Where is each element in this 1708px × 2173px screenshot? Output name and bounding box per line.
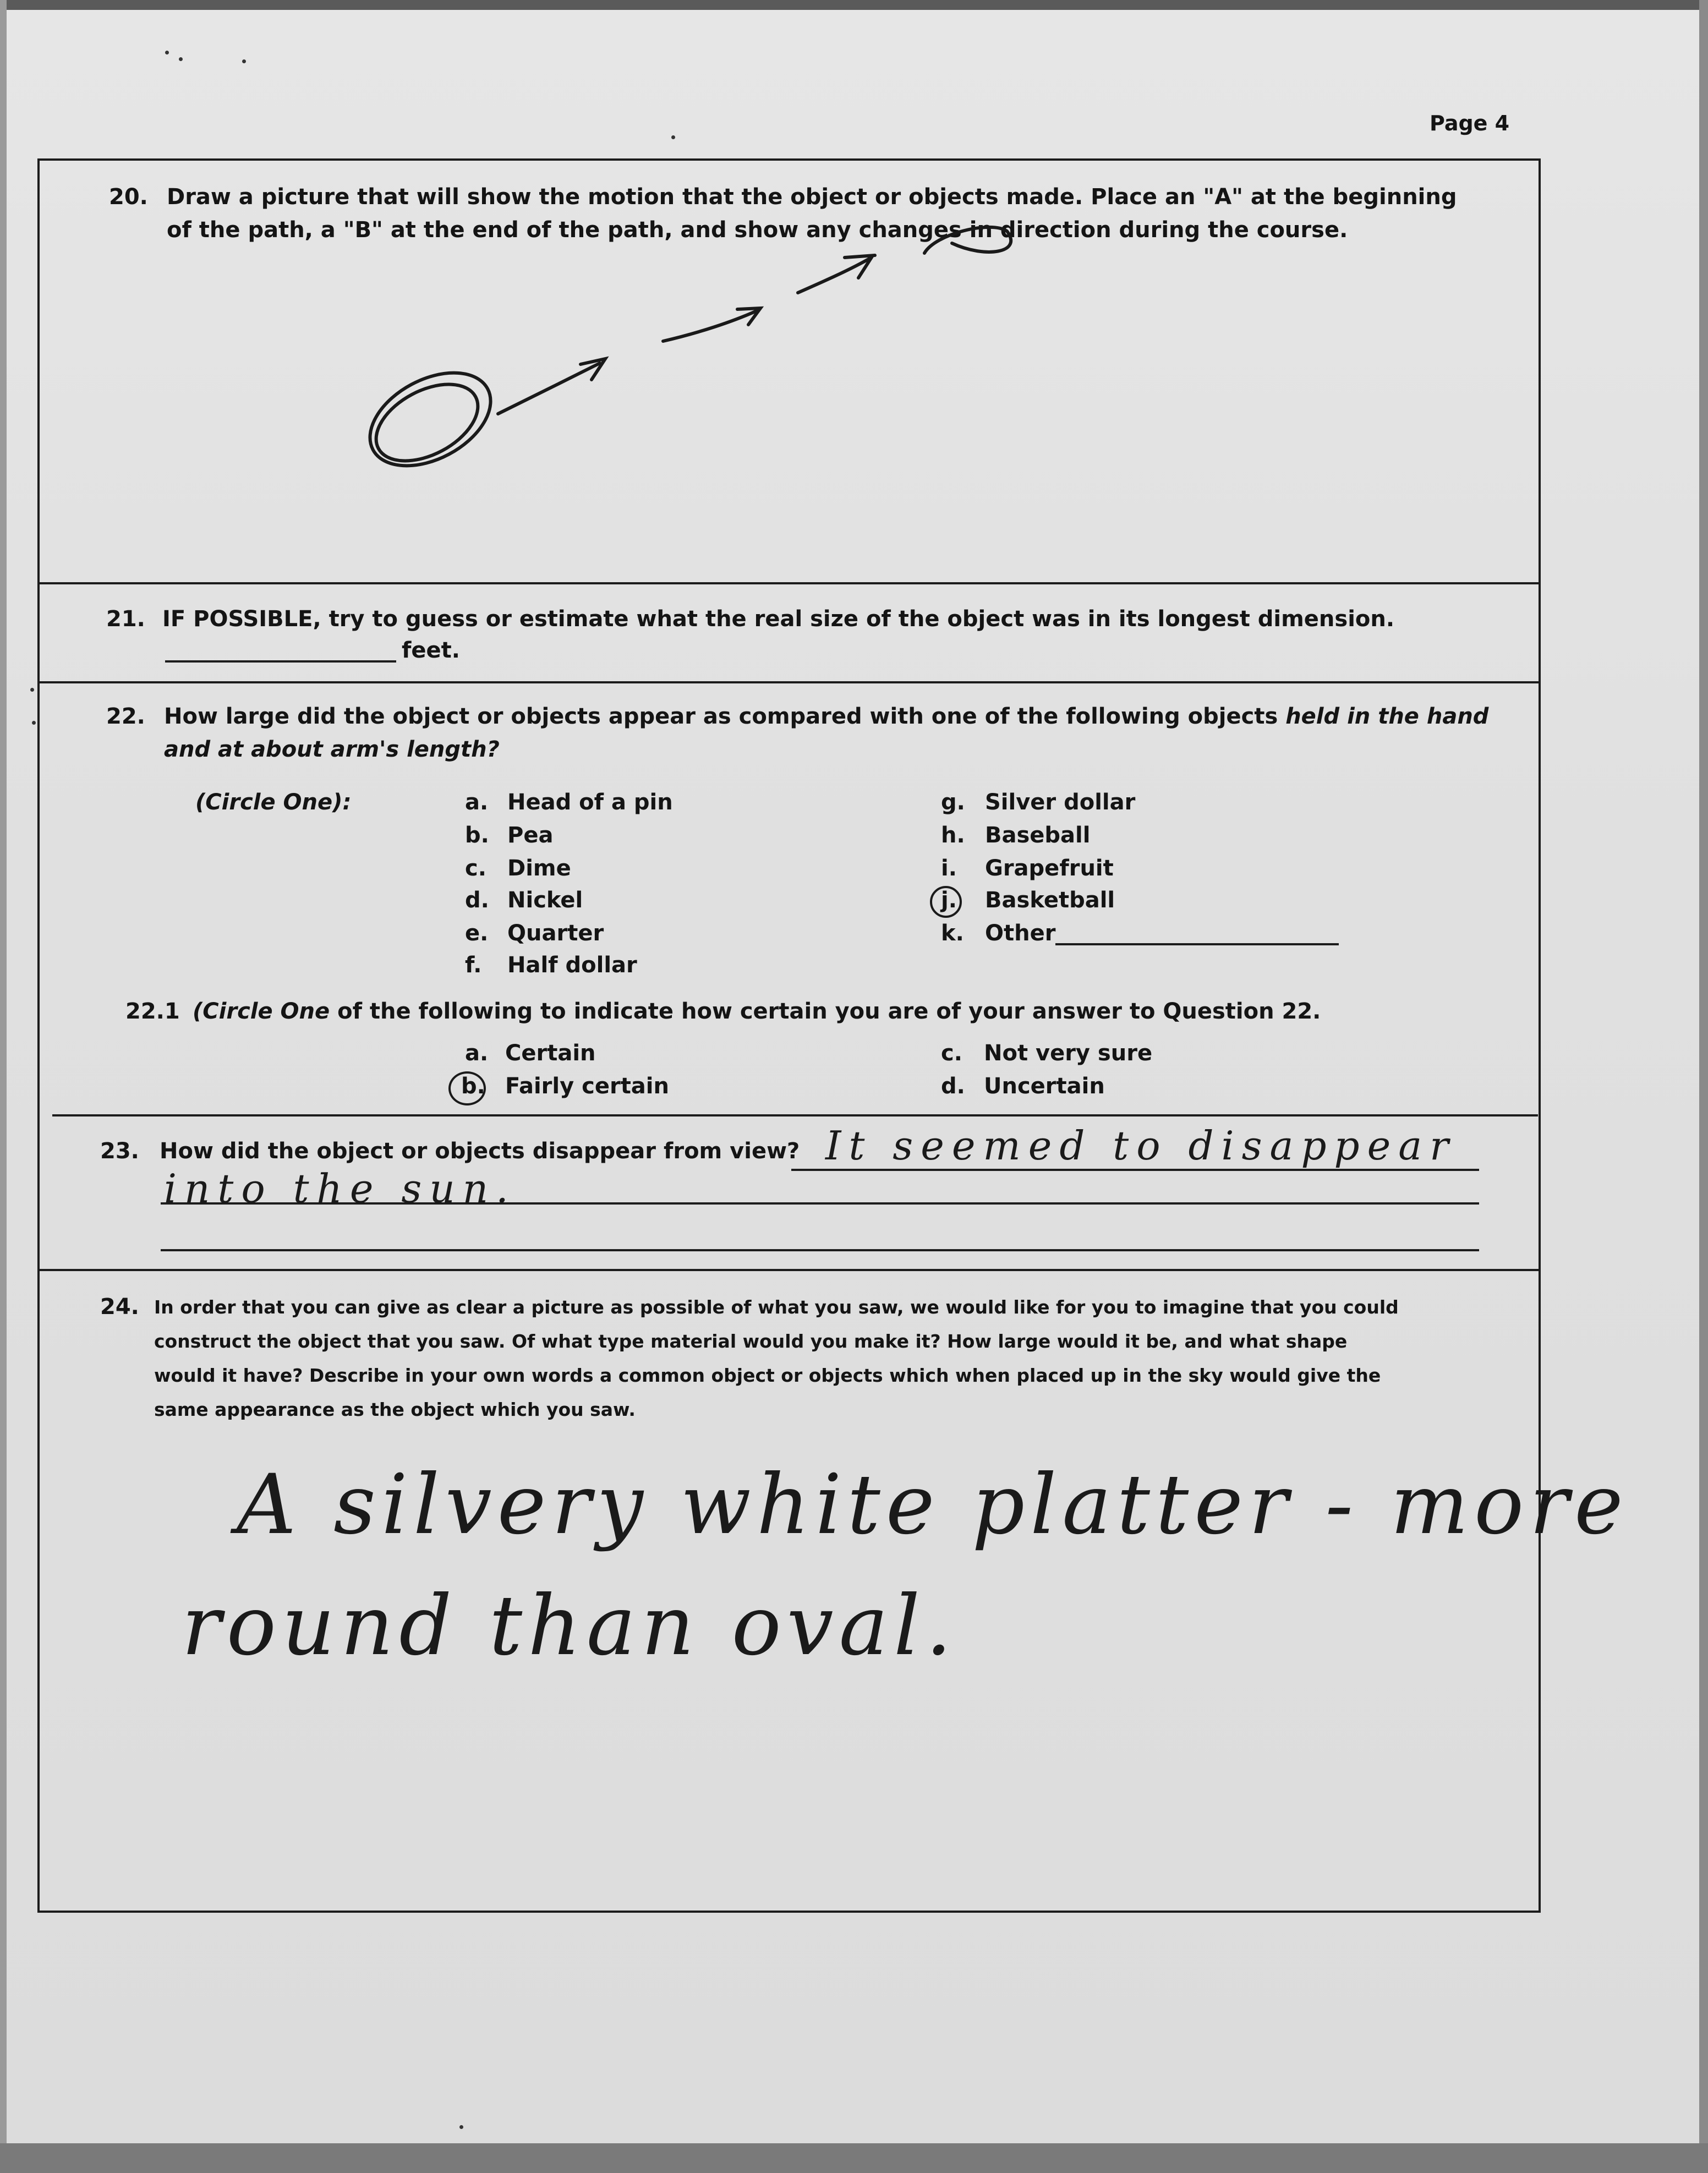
q22-option-e[interactable]: Quarter bbox=[507, 921, 604, 946]
q22-1-number: 22.1 bbox=[125, 999, 180, 1024]
q23-handwritten-answer-2: into the sun. bbox=[164, 1165, 516, 1212]
q24-text-line1: In order that you can give as clear a picture as possible of what you saw, we would like for you to imagine that you could bbox=[154, 1296, 1399, 1318]
q22-1-option-c[interactable]: Not very sure bbox=[984, 1041, 1153, 1066]
q22-option-j[interactable]: Basketball bbox=[985, 888, 1115, 913]
q20-number: 20. bbox=[109, 184, 148, 210]
q22-selected-circle-mark bbox=[930, 886, 962, 918]
q21-text bbox=[162, 603, 1394, 636]
q22-1-option-b[interactable]: Fairly certain bbox=[505, 1074, 669, 1099]
q22-option-h-letter: h. bbox=[941, 823, 965, 848]
q22-text-line1 bbox=[164, 700, 1488, 733]
q22-line1-text: How large did the object or objects appear as compared with one of the following objects bbox=[164, 704, 1286, 729]
q22-option-b-letter: b. bbox=[465, 823, 489, 848]
q24-text-line3: would it have? Describe in your own words a common object or objects which when placed up in the sky would give the bbox=[154, 1365, 1381, 1386]
q22-option-f[interactable]: Half dollar bbox=[507, 953, 637, 978]
q22-option-i[interactable]: Grapefruit bbox=[985, 856, 1114, 881]
q22-option-k-letter: k. bbox=[941, 921, 964, 946]
q22-text-line2: and at about arm's length? bbox=[164, 737, 500, 762]
q21-unit: feet. bbox=[402, 638, 460, 663]
q24-number: 24. bbox=[100, 1294, 139, 1320]
q22-option-b[interactable]: Pea bbox=[507, 823, 554, 848]
q22-line1-emphasis: held in the hand bbox=[1285, 704, 1489, 729]
q22-1-option-a-letter: a. bbox=[465, 1041, 489, 1066]
q21-lead: IF POSSIBLE, bbox=[162, 606, 321, 632]
q24-text-line4: same appearance as the object which you saw. bbox=[154, 1399, 636, 1420]
q20-text-line1: Draw a picture that will show the motion that the object or objects made. Place an "A" at the beginning bbox=[167, 184, 1457, 210]
q22-option-c[interactable]: Dime bbox=[507, 856, 571, 881]
q22-option-k[interactable]: Other bbox=[985, 921, 1056, 946]
q22-1-option-d-letter: d. bbox=[941, 1074, 965, 1099]
q24-text-line2: construct the object that you saw. Of what type material would you make it? How large would it be, and what shape bbox=[154, 1331, 1348, 1352]
q22-1-text bbox=[193, 995, 1321, 1028]
q22-option-d-letter: d. bbox=[465, 888, 489, 913]
q22-number: 22. bbox=[106, 704, 145, 729]
q22-circle-label: (Circle One): bbox=[195, 790, 352, 815]
q24-handwritten-answer-1: A silvery white platter - more bbox=[237, 1457, 1629, 1553]
q22-1-option-b-letter: b. bbox=[461, 1074, 485, 1099]
q22-other-field[interactable] bbox=[1055, 943, 1339, 945]
q23-number: 23. bbox=[100, 1139, 139, 1164]
q23-handwritten-answer-1: It seemed to disappear bbox=[825, 1123, 1457, 1169]
q22-1-option-a[interactable]: Certain bbox=[505, 1041, 596, 1066]
q22-1-option-d[interactable]: Uncertain bbox=[984, 1074, 1105, 1099]
q21-size-field[interactable] bbox=[165, 660, 396, 663]
q23-answer-line-3[interactable] bbox=[161, 1249, 1479, 1251]
q22-option-g-letter: g. bbox=[941, 790, 965, 815]
q22-option-g[interactable]: Silver dollar bbox=[985, 790, 1136, 815]
q20-text-line2: of the path, a "B" at the end of the path, and show any changes in direction during the course. bbox=[167, 217, 1348, 243]
q23-text: How did the object or objects disappear from view? bbox=[160, 1139, 800, 1164]
q22-1-option-c-letter: c. bbox=[941, 1041, 962, 1066]
q23-answer-line-1[interactable] bbox=[791, 1169, 1479, 1171]
q22-1-body: of the following to indicate how certain you are of your answer to Question 22. bbox=[330, 999, 1321, 1024]
q22-option-h[interactable]: Baseball bbox=[985, 823, 1091, 848]
q22-option-a-letter: a. bbox=[465, 790, 489, 815]
page-number: Page 4 bbox=[1430, 111, 1510, 135]
q22-option-e-letter: e. bbox=[465, 921, 489, 946]
q22-option-j-letter: j. bbox=[941, 888, 957, 913]
q21-number: 21. bbox=[106, 606, 145, 632]
q24-handwritten-answer-2: round than oval. bbox=[182, 1578, 957, 1674]
q22-option-i-letter: i. bbox=[941, 856, 957, 881]
q22-option-f-letter: f. bbox=[465, 953, 482, 978]
q22-option-a[interactable]: Head of a pin bbox=[507, 790, 673, 815]
q22-option-c-letter: c. bbox=[465, 856, 486, 881]
q22-1-emphasis: (Circle One bbox=[193, 999, 330, 1024]
q21-body: try to guess or estimate what the real size of the object was in its longest dimension. bbox=[321, 606, 1395, 632]
q22-option-d[interactable]: Nickel bbox=[507, 888, 583, 913]
